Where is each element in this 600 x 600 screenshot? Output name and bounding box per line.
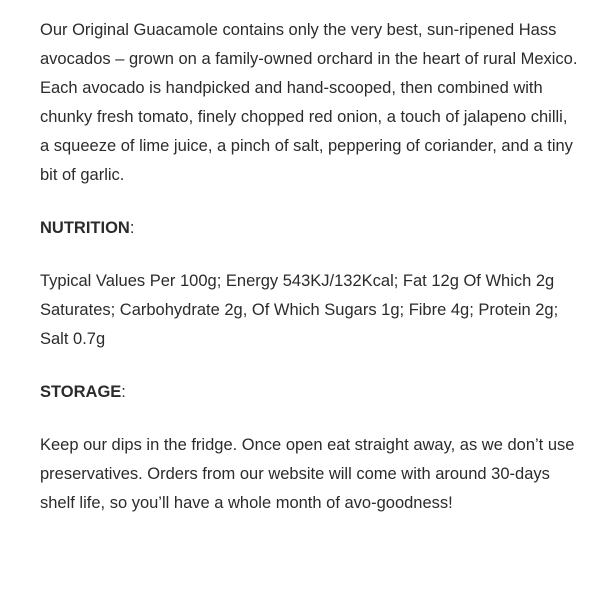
nutrition-text: Typical Values Per 100g; Energy 543KJ/132Kcal; Fat 12g Of Which 2g Saturates; Carbohydrate 2g, Of Which Sugars 1g; Fibre 4g; Protein 2g; Salt 0.7g bbox=[40, 272, 559, 348]
storage-heading-colon: : bbox=[121, 383, 126, 401]
storage-heading bbox=[40, 378, 580, 407]
nutrition-heading bbox=[40, 214, 580, 243]
storage-text: Keep our dips in the fridge. Once open eat straight away, as we don’t use preservatives. Orders from our website will come with around 30-days shelf life, so you’ll have a whole month of avo-goodness! bbox=[40, 436, 575, 512]
product-info bbox=[40, 16, 580, 518]
nutrition-heading-colon: : bbox=[129, 219, 135, 237]
nutrition-heading-label: NUTRITION bbox=[40, 219, 130, 237]
product-description: Our Original Guacamole contains only the very best, sun-ripened Hass avocados – grown on a family-owned orchard in the heart of rural Mexico. Each avocado is handpicked and hand-scooped, then combined with chunky fresh tomato, finely chopped red onion, a touch of jalapeno chilli, a squeeze of lime juice, a pinch of salt, peppering of coriander, and a tiny bit of garlic. bbox=[40, 21, 578, 184]
storage-heading-label: STORAGE bbox=[40, 383, 122, 401]
